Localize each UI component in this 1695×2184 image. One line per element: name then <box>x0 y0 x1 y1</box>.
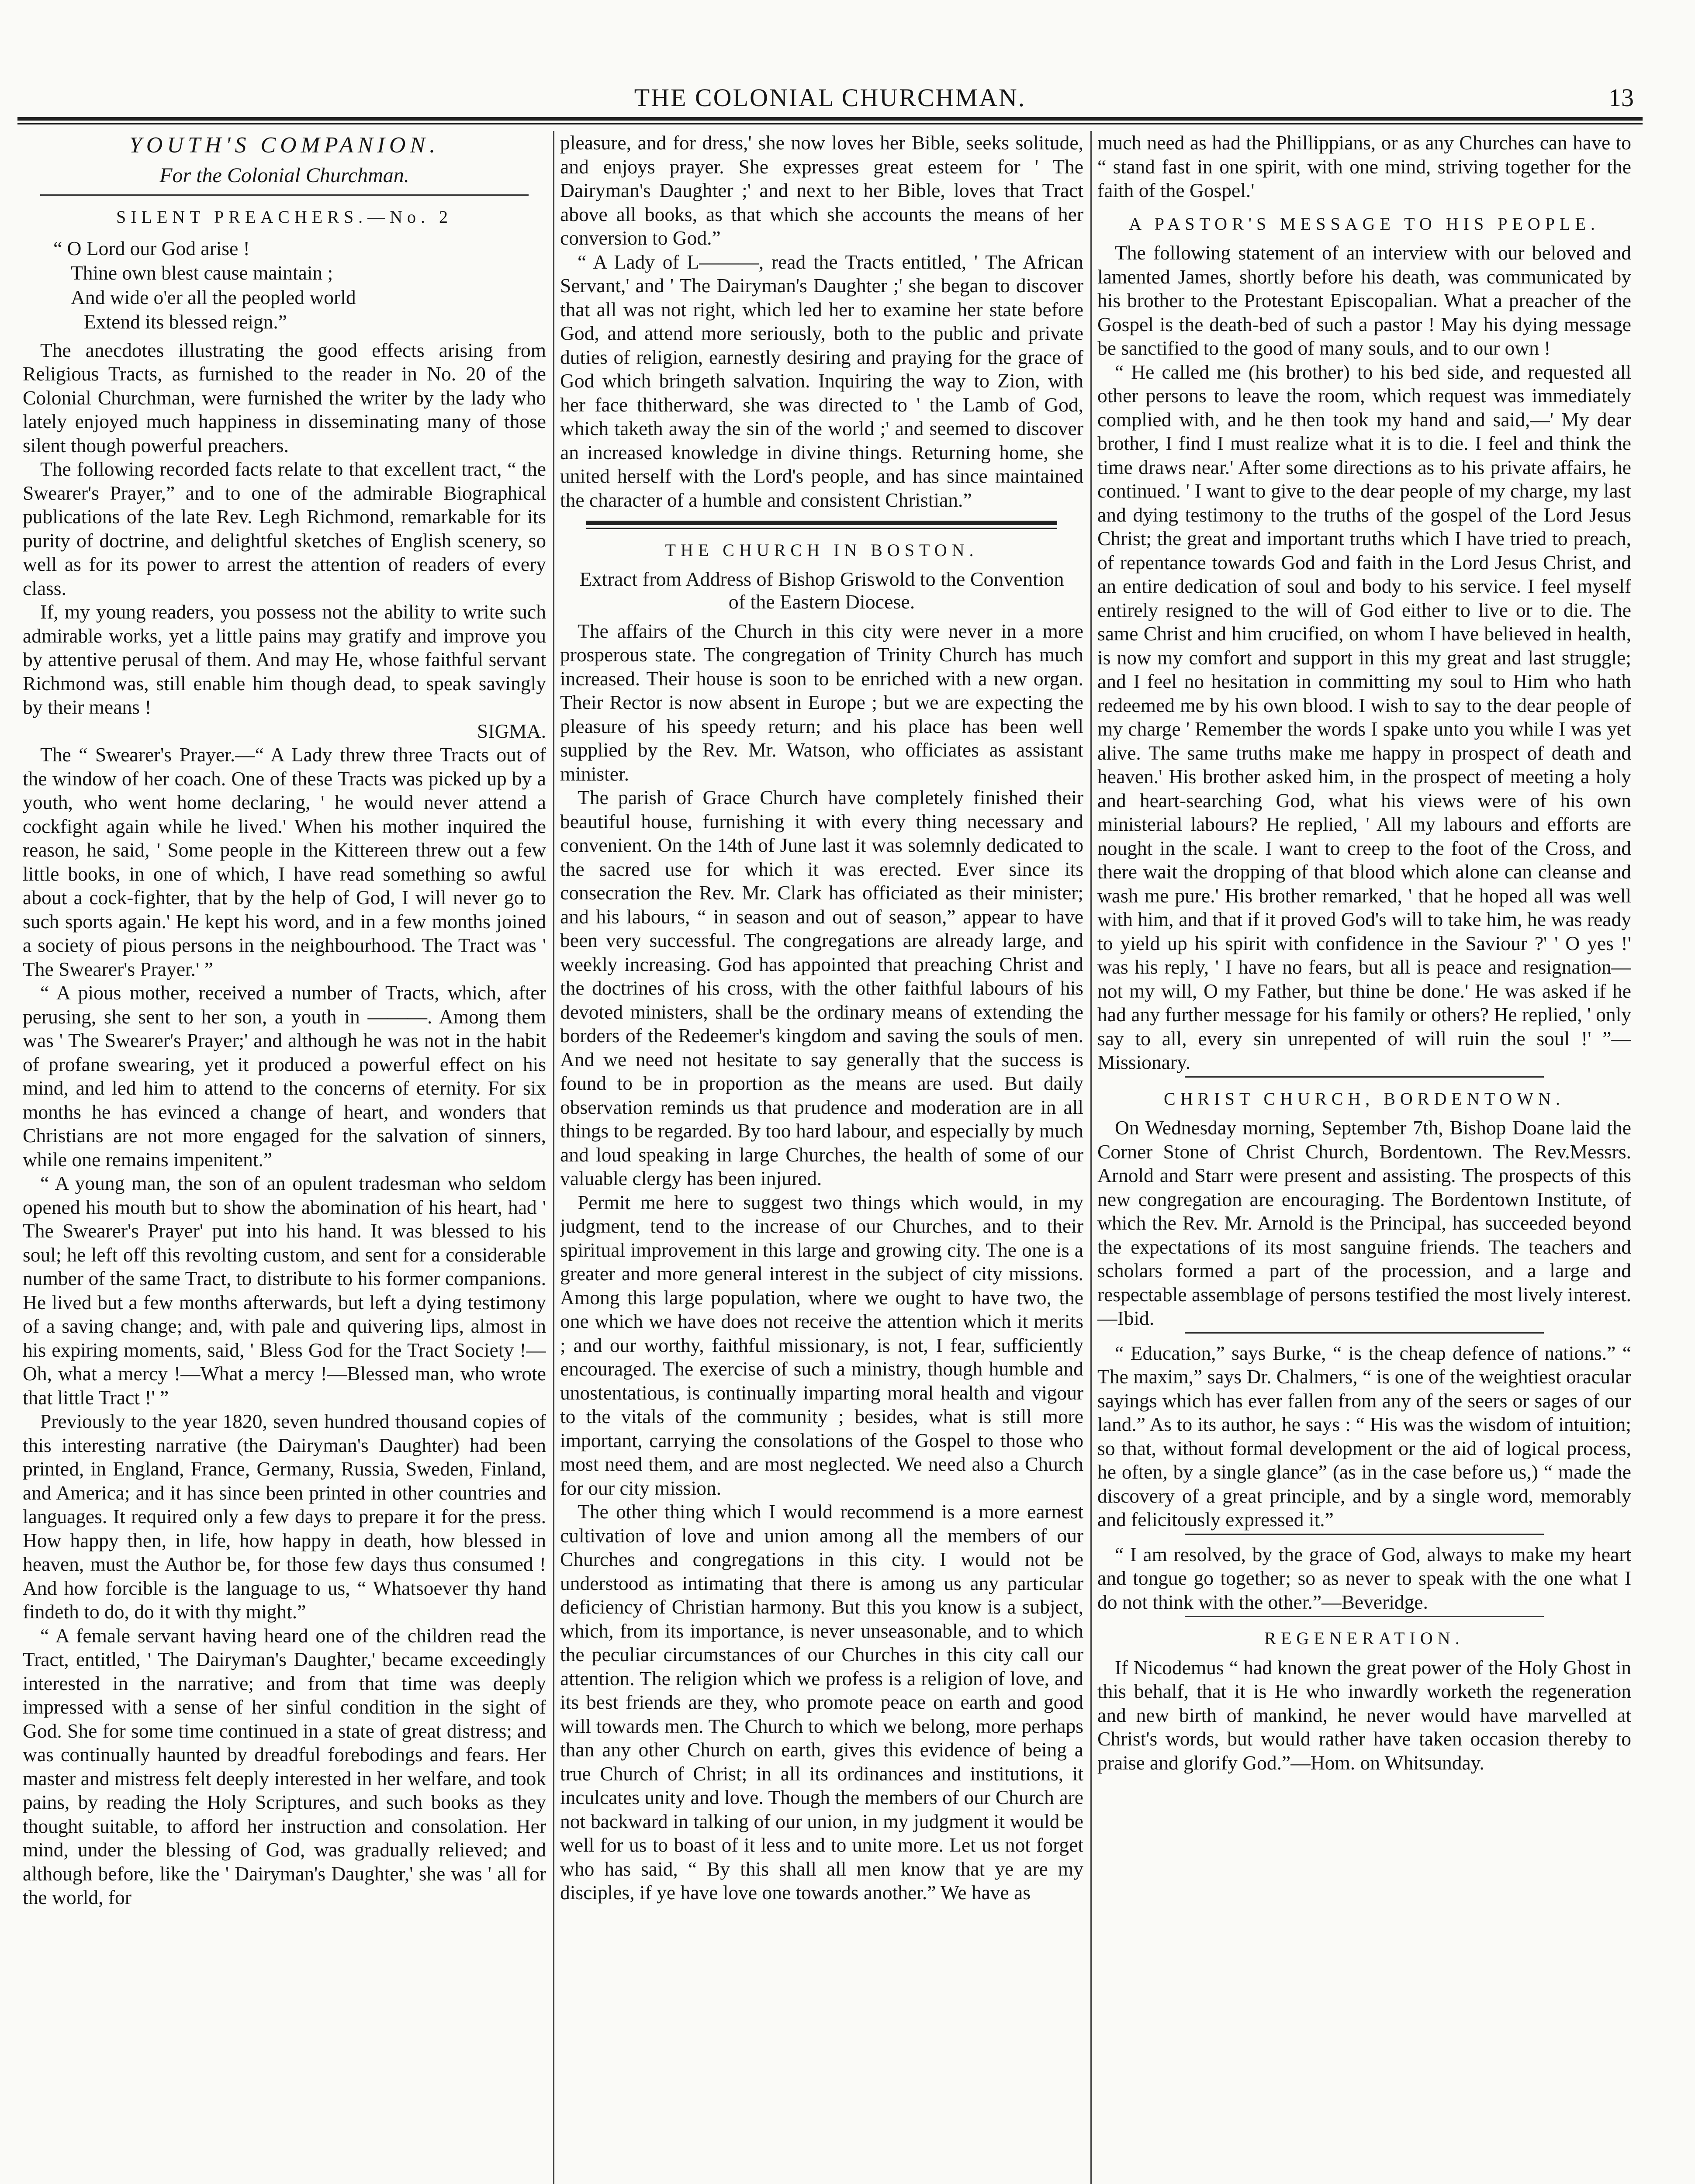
paragraph: Previously to the year 1820, seven hundred thousand copies of this interesting narrative (the Dairyman's Daughter) had been printed, in England, France, Germany, Russia, Sweden, Finland, and America; and it has since been printed in other countries and languages. It required only a few days to prepare it for the press. How happy then, in life, how happy in death, how blessed in heaven, must the Author be, for those few days thus consumed ! And how forcible is the language to us, “ Whatsoever thy hand findeth to do, do it with thy might.” <box>23 1410 546 1623</box>
header-rule-thick <box>17 117 1643 121</box>
paragraph: much need as had the Phillippians, or as any Churches can have to “ stand fast in one spirit, with one mind, striving together for the faith of the Gospel.' <box>1097 131 1631 201</box>
paragraph: “ A Lady of L———, read the Tracts entitled, ' The African Servant,' and ' The Dairyman's Daughter ;' she began to discover that all was not right, which led her to examine her state before God, and attend more seriously, both to the public and private duties of religion, earnestly desiring and praying for the grace of God which bringeth salvation. Inquiring the way to Zion, with her face thitherward, she was directed to ' the Lamb of God, which taketh away the sin of the world ;' and seemed to discover an increased knowledge in divine things. Returning home, she united herself with the Lord's people, and has since maintained the character of a humble and consistent Christian.” <box>560 250 1083 511</box>
article-title-christ-church-bordentown: CHRIST CHURCH, BORDENTOWN. <box>1164 1089 1565 1109</box>
page-header <box>17 83 1643 118</box>
paragraph: The anecdotes illustrating the good effects arising from Religious Tracts, as furnished to the reader in No. 20 of the Colonial Churchman, were furnished the writer by the lady who lately enjoyed much happiness in disseminating many of those silent though powerful preachers. <box>23 339 546 456</box>
poem-line-2: Thine own blest cause maintain ; <box>71 261 333 284</box>
paragraph: “ Education,” says Burke, “ is the cheap defence of nations.” “ The maxim,” says Dr. Chalmers, “ is one of the weightiest oracular sayings which has ever fallen from any of the seers or sages of our land.” As to its author, he says : “ His was the wisdom of intuition; so that, without formal development or the aid of logical process, he often, by a single glance” (as in the case before us,) “ made the discovery of a great principle, and by a single word, memorably and felicitously expressed it.” <box>1097 1341 1631 1531</box>
article-title-pastors-message: A PASTOR'S MESSAGE TO HIS PEOPLE. <box>1129 214 1600 234</box>
double-divider <box>586 521 1057 529</box>
for-line: For the Colonial Churchman. <box>159 163 409 187</box>
paragraph: “ A female servant having heard one of the children read the Tract, entitled, ' The Dairyman's Daughter,' became exceedingly interested in the narrative; and from that time was deeply impressed with a sense of her sinful condition in the sight of God. She for some time continued in a state of great distress; and was continually haunted by dreadful forebodings and fears. Her master and mistress felt deeply interested in her welfare, and took pains, by reading the Holy Scriptures, and such books as they thought suitable, to afford her instruction and consolation. Her mind, under the blessing of God, was gradually relieved; and although before, like the ' Dairyman's Daughter,' she was ' all for the world, for <box>23 1624 546 1908</box>
page-number: 13 <box>1609 83 1634 112</box>
paragraph: The following recorded facts relate to that excellent tract, “ the Swearer's Prayer,” and to one of the admirable Biographical publications of the late Rev. Legh Richmond, remarkable for its purity of doctrine, and delightful sketches of English scenery, so well as for its power to arrest the attention of readers of every class. <box>23 458 546 599</box>
page-title: THE COLONIAL CHURCHMAN. <box>634 83 1026 112</box>
poem <box>23 236 546 334</box>
column-rule <box>553 131 554 2184</box>
header-rule-thin <box>17 123 1643 124</box>
signature: SIGMA. <box>477 719 546 742</box>
paragraph: “ A young man, the son of an opulent tradesman who seldom opened his mouth but to show the abomination of his heart, had ' The Swearer's Prayer' put into his hand. It was blessed to his soul; he left off this revolting custom, and sent for a considerable number of the same Tract, to distribute to his former companions. He lived but a few months afterwards, but left a dying testimony of a saving change; and, with pale and quivering lips, almost in his expiring moments, said, ' Bless God for the Tract Society !—Oh, what a mercy !—What a mercy !—Blessed man, who wrote that little Tract !' ” <box>23 1172 546 1409</box>
paragraph: The other thing which I would recommend is a more earnest cultivation of love and union among all the members of our Churches and congregations in this city. I would not be understood as intimating that there is among us any particular deficiency of Christian harmony. But this you know is a subject, which, from its importance, is never unseasonable, and to which the peculiar circumstances of our Churches in this city call our attention. The religion which we profess is a religion of love, and its best friends are they, who promote peace on earth and good will towards men. The Church to which we belong, more perhaps than any other Church on earth, gives this evidence of being a true Church of Christ; in all its ordinances and institutions, it inculcates unity and love. Though the members of our Church are not backward in talking of our union, in my judgment it would be well for us to boast of it less and to unite more. Let us not forget who has said, “ By this shall all men know that ye are my disciples, if ye have love one towards another.” We have as <box>560 1500 1083 1904</box>
paragraph: pleasure, and for dress,' she now loves her Bible, seeks solitude, and enjoys prayer. She expresses great esteem for ' The Dairyman's Daughter ;' and next to her Bible, loves that Tract above all books, as that which she accounts the means of her conversion to God.” <box>560 131 1083 249</box>
divider <box>1185 1616 1544 1617</box>
divider <box>1185 1332 1544 1334</box>
paragraph: “ A pious mother, received a number of Tracts, which, after perusing, she sent to her son, a youth in ———. Among them was ' The Swearer's Prayer;' and although he was not in the habit of profane swearing, yet it produced a powerful effect on his mind, and led him to attend to the concerns of eternity. For six months he has evinced a change of heart, and wonders that Christians are not more engaged for the salvation of sinners, while one remains impenitent.” <box>23 981 546 1171</box>
paragraph: Permit me here to suggest two things which would, in my judgment, tend to the increase of our Churches, and to their spiritual improvement in this large and growing city. The one is a greater and more general interest in the subject of city missions. Among this large population, where we ought to have two, the one which we have does not receive the attention which it merits ; and our worthy, faithful missionary, is not, I fear, sufficiently encouraged. The exercise of such a ministry, though humble and unostentatious, is continually imparting moral health and vigour to the vitals of the community ; besides, what is still more important, carrying the consolations of the Gospel to those who most need them, and are most neglected. We need also a Church for our city mission. <box>560 1191 1083 1499</box>
poem-line-4: Extend its blessed reign.” <box>84 310 287 333</box>
paragraph: On Wednesday morning, September 7th, Bishop Doane laid the Corner Stone of Christ Church, Bordentown. The Rev.Messrs. Arnold and Starr were present and assisting. The prospects of this new congregation are encouraging. The Bordentown Institute, of which the Rev. Mr. Arnold is the Principal, has succeeded beyond the expectations of its most sanguine friends. The teachers and scholars formed a part of the procession, and a large and respectable assemblage of persons testified the most lively interest.—Ibid. <box>1097 1116 1631 1329</box>
article-title-silent-preachers: SILENT PREACHERS.—No. 2 <box>116 207 453 227</box>
divider <box>1185 1534 1544 1535</box>
paragraph: The parish of Grace Church have completely finished their beautiful house, furnishing it with every thing necessary and convenient. On the 14th of June last it was solemnly dedicated to the sacred use for which it was erected. Ever since its consecration the Rev. Mr. Clark has officiated as their minister; and his labours, “ in season and out of season,” appear to have been very successful. The congregations are already large, and weekly increasing. God has appointed that preaching Christ and the doctrines of his cross, with the other faithful labours of his devoted ministers, shall be the ordinary means of extending the borders of the Redeemer's kingdom and saving the souls of men. And we need not hesitate to say generally that the success is found to be in proportion as the means are used. But daily observation reminds us that prudence and moderation are in all things to be regarded. By too hard labour, and especially by much and loud speaking in large Churches, the health of some of our valuable clergy has been injured. <box>560 786 1083 1189</box>
poem-line-1: “ O Lord our God arise ! <box>53 237 250 259</box>
paragraph: The “ Swearer's Prayer.—“ A Lady threw three Tracts out of the window of her coach. One of these Tracts was picked up by a youth, who went home declaring, ' he would never attend a cockfight again while he lived.' When his mother inquired the reason, he said, ' Some people in the Kittereen threw out a few little books, in one of which, I have read something so awful about a cock-fighter, that by the help of God, I will never go to such sports again.' He kept his word, and in a few months joined a society of pious persons in the neighbourhood. The Tract was ' The Swearer's Prayer.' ” <box>23 743 546 980</box>
column-3 <box>1097 131 1631 2184</box>
divider <box>40 194 529 196</box>
column-1 <box>23 131 546 2184</box>
column-2 <box>560 131 1083 2184</box>
article-subtitle: Extract from Address of Bishop Griswold to the Convention of the Eastern Diocese. <box>579 567 1064 613</box>
article-title-regeneration: REGENERATION. <box>1264 1628 1464 1648</box>
article-title-church-in-boston: THE CHURCH IN BOSTON. <box>665 540 979 560</box>
poem-line-3: And wide o'er all the peopled world <box>71 286 356 308</box>
paragraph: “ I am resolved, by the grace of God, always to make my heart and tongue go together; so as never to speak with the one what I do not think with the other.”—Beveridge. <box>1097 1543 1631 1613</box>
section-title-youths-companion: YOUTH'S COMPANION. <box>129 133 440 158</box>
column-rule <box>1090 131 1092 2184</box>
paragraph: If, my young readers, you possess not the ability to write such admirable works, yet a little pains may gratify and improve you by attentive perusal of them. And may He, whose faithful servant Richmond was, still enable him though dead, to speak savingly by their means ! <box>23 601 546 718</box>
divider <box>1185 1076 1544 1078</box>
paragraph: If Nicodemus “ had known the great power of the Holy Ghost in this behalf, that it is He who inwardly worketh the regeneration and new birth of mankind, he never would have marvelled at Christ's words, but would rather have taken occasion thereby to praise and glorify God.”—Hom. on Whitsunday. <box>1097 1656 1631 1774</box>
paragraph: “ He called me (his brother) to his bed side, and requested all other persons to leave the room, which request was immediately complied with, and he then took my hand and said,—' My dear brother, I find I must realize what it is to die. I feel and think the time draws near.' After some directions as to his private affairs, he continued. ' I want to give to the dear people of my charge, my last and dying testimony to the truths of the gospel of the Lord Jesus Christ; the great and important truths which I have tried to preach, of repentance towards God and faith in the Lord Jesus Christ, and an entire dedication of soul and body to his service. I feel myself entirely resigned to the will of God either to live or to die. The same Christ and him crucified, on whom I have believed in health, is now my comfort and support in this my great and last struggle; and I feel no hesitation in committing my soul to Him who hath redeemed me by his own blood. I wish to say to the dear people of my charge ' Remember the words I spake unto you while I was yet alive. The same truths make me happy in prospect of death and heaven.' His brother asked him, in the prospect of meeting a holy and heart-searching God, what his views were of his own ministerial labours? He replied, ' All my labours and efforts are nought in the scale. I want to creep to the foot of the Cross, and there wait the dropping of that blood which alone can cleanse and wash me pure.' His brother remarked, ' that he hoped all was well with him, and that if it proved God's will to take him, he was ready to yield up his spirit with confidence in the Saviour ?' ' O yes !' was his reply, ' I have no fears, but all is peace and resignation—not my will, O my Father, but thine be done.' He was asked if he had any further message for his family or others? He replied, ' only say to all, every sin unrepented of will ruin the soul !' ”—Missionary. <box>1097 360 1631 1073</box>
paragraph: The following statement of an interview with our beloved and lamented James, shortly before his death, was communicated by his brother to the Protestant Episcopalian. What a preacher of the Gospel is the death-bed of such a pastor ! May his dying message be sanctified to the good of many souls, and to our own ! <box>1097 242 1631 359</box>
paragraph: The affairs of the Church in this city were never in a more prosperous state. The congregation of Trinity Church has much increased. Their house is soon to be enriched with a new organ. Their Rector is now absent in Europe ; but we are expecting the pleasure of his speedy return; and his place has been well supplied by the Rev. Mr. Watson, who officiates as assistant minister. <box>560 619 1083 785</box>
